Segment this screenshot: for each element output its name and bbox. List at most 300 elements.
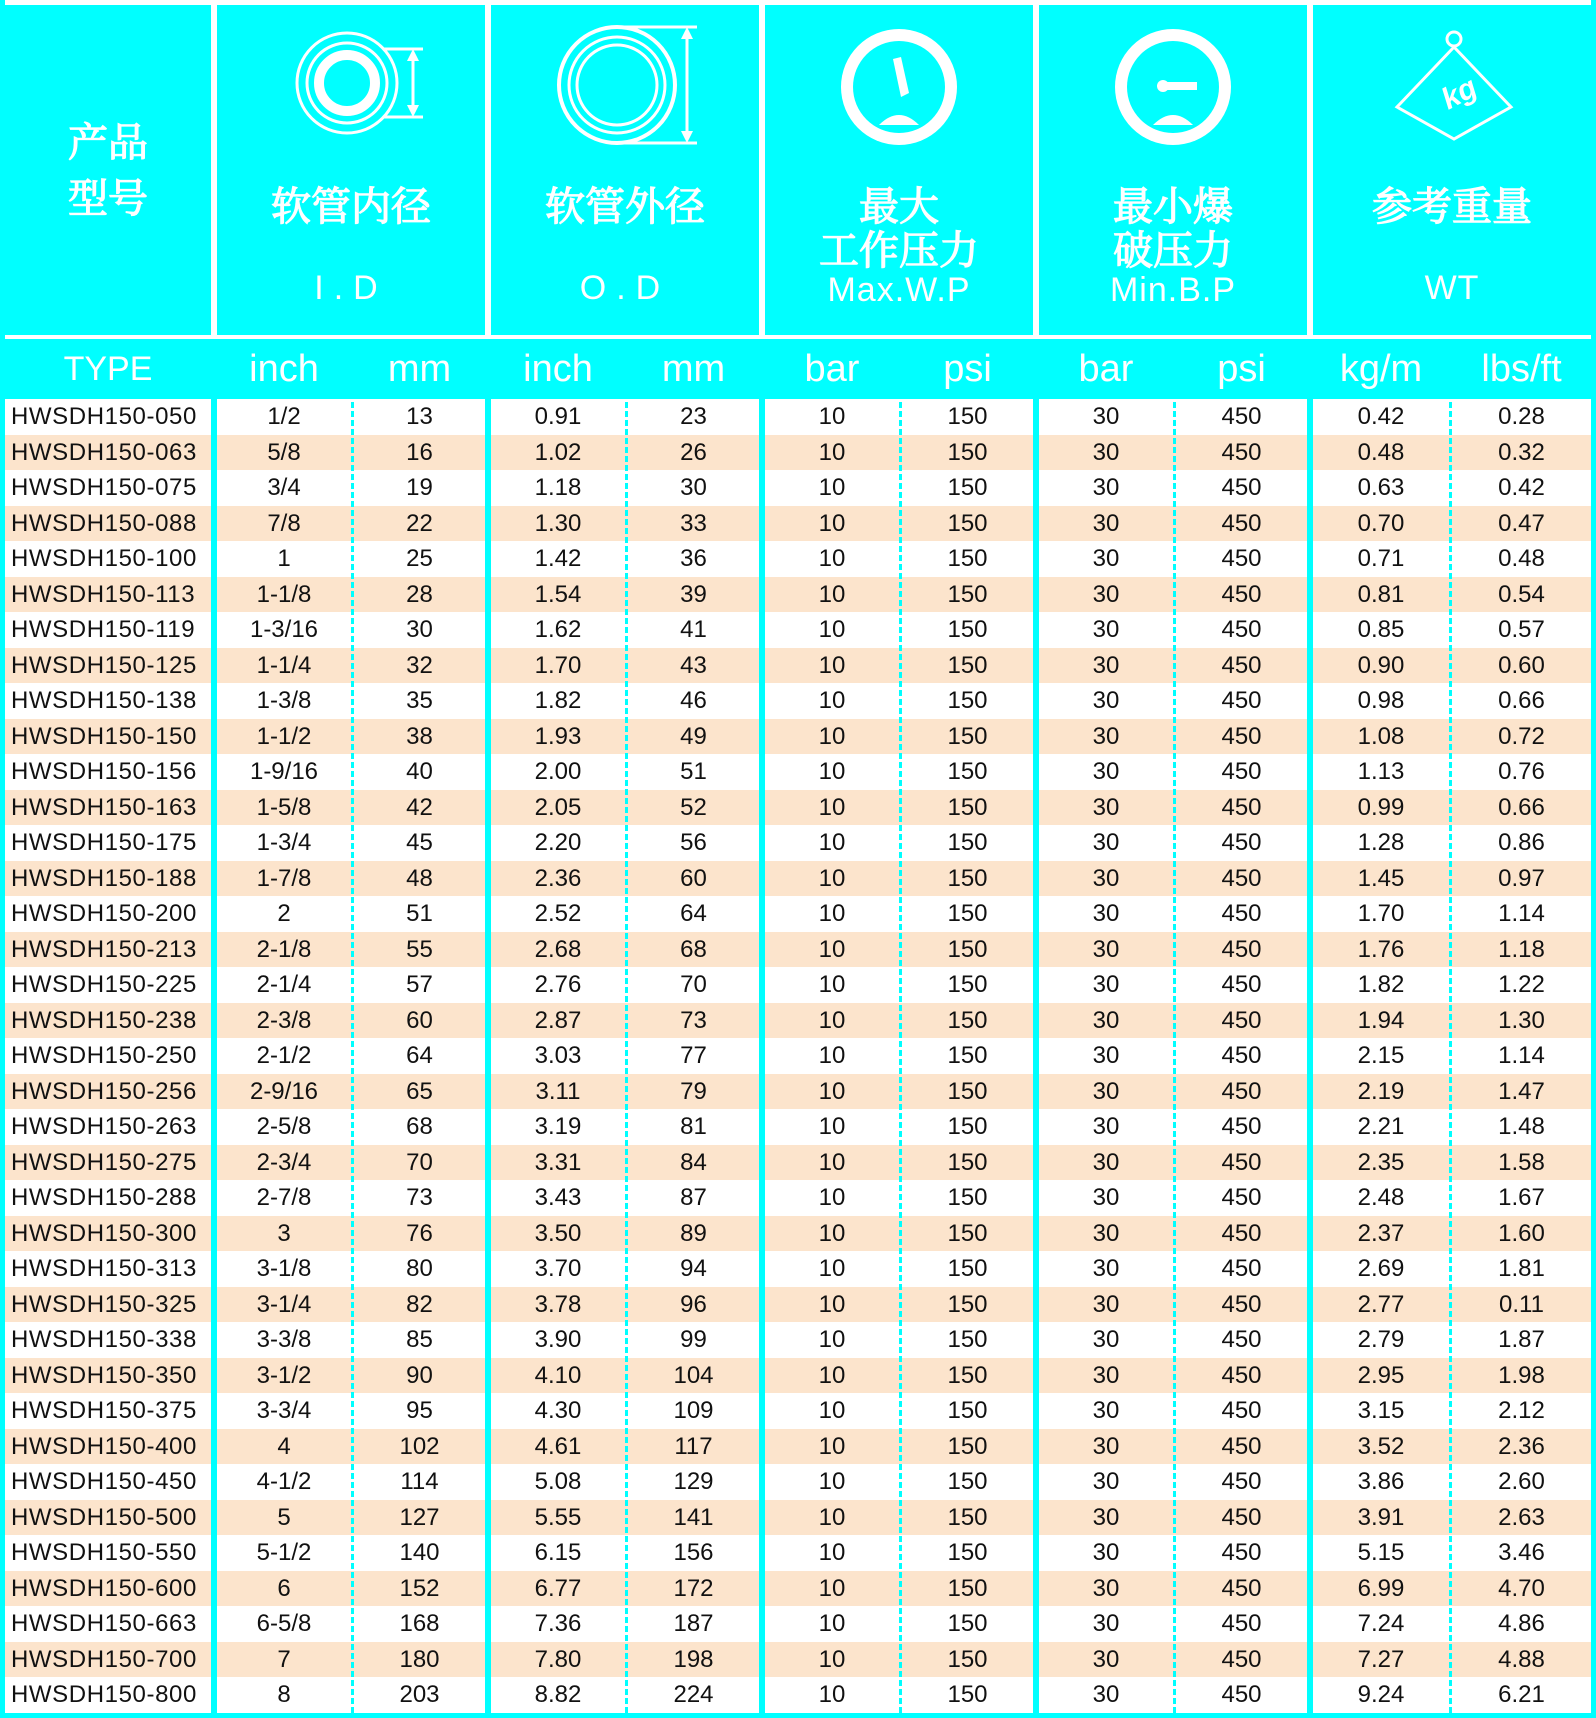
cell-wt-lbsft: 0.57 [1498,616,1545,643]
cell-wp-psi: 150 [947,935,988,963]
table-row [0,1606,1596,1642]
cell-wp-bar: 10 [818,1397,846,1424]
cell-od-mm: 187 [673,1610,714,1637]
cell-bp-bar: 30 [1092,1255,1120,1282]
header-wp-zh-line1: 最大 [859,184,939,230]
cell-id-inch: 1 [277,545,291,572]
cell-od-mm: 104 [673,1361,714,1389]
table-row [0,1003,1596,1039]
cell-id-mm: 73 [406,1184,433,1211]
cell-wt-lbsft: 0.86 [1498,829,1545,856]
cell-bp-bar: 30 [1092,616,1120,643]
header-wp-en: Max.W.P [827,271,971,309]
cell-wp-bar: 10 [818,900,846,927]
cell-bp-bar: 30 [1092,793,1120,821]
cell-wt-lbsft: 1.58 [1498,1148,1545,1176]
cell-wp-psi: 150 [947,1113,988,1140]
table-row [0,1358,1596,1394]
table-row [0,683,1596,719]
cell-wt-kgm: 2.21 [1357,1113,1405,1140]
cell-type: HWSDH150-250 [11,1042,197,1069]
cell-bp-psi: 450 [1221,545,1262,572]
cell-od-mm: 84 [680,1148,707,1176]
cell-wt-lbsft: 0.48 [1498,545,1545,572]
grid-dashed-separator [1173,339,1176,1713]
cell-od-inch: 1.02 [534,438,582,466]
cell-bp-bar: 30 [1092,580,1120,608]
cell-od-mm: 60 [680,864,707,892]
cell-wt-kgm: 0.42 [1357,403,1405,430]
table-row [0,825,1596,861]
cell-id-mm: 114 [400,1468,439,1495]
cell-id-mm: 22 [406,509,433,537]
cell-od-inch: 2.76 [534,971,582,998]
cell-bp-bar: 30 [1092,1574,1120,1602]
cell-bp-bar: 30 [1092,1645,1120,1673]
cell-id-inch: 7/8 [267,509,301,537]
cell-wt-kgm: 0.71 [1357,545,1405,572]
cell-bp-bar: 30 [1092,900,1120,927]
cell-od-inch: 1.54 [534,580,582,608]
table-row [0,861,1596,897]
header-type-zh-line1: 产品 [68,120,148,166]
cell-wp-bar: 10 [818,758,846,785]
table-row [0,1287,1596,1323]
cell-od-inch: 5.08 [534,1468,582,1495]
cell-bp-psi: 450 [1221,1006,1262,1034]
cell-id-inch: 1-3/16 [249,616,319,643]
cell-od-mm: 56 [680,829,707,856]
cell-bp-psi: 450 [1221,1645,1262,1673]
cell-wp-psi: 150 [947,1645,988,1673]
cell-type: HWSDH150-350 [11,1361,197,1389]
header-id-cell [217,5,485,335]
cell-id-inch: 3-3/8 [256,1326,312,1353]
cell-bp-psi: 450 [1221,1397,1262,1424]
cell-wp-bar: 10 [818,1148,846,1176]
cell-wt-kgm: 3.15 [1357,1397,1405,1424]
grid-bottom-border [0,1713,1596,1718]
header-wt-zh: 参考重量 [1372,184,1532,230]
cell-bp-bar: 30 [1092,474,1120,501]
header-bp-zh-line2: 破压力 [1113,228,1233,274]
table-row [0,1074,1596,1110]
cell-id-mm: 30 [406,616,433,643]
cell-wt-kgm: 2.15 [1357,1042,1405,1069]
cell-od-inch: 3.70 [534,1255,582,1282]
cell-wp-psi: 150 [947,1503,988,1531]
cell-od-mm: 81 [680,1113,707,1140]
cell-wt-lbsft: 4.86 [1498,1610,1545,1637]
cell-wp-bar: 10 [818,509,846,537]
cell-type: HWSDH150-113 [11,580,196,608]
cell-wp-psi: 150 [947,1681,988,1708]
unit-bp-psi: psi [1217,348,1266,390]
cell-bp-bar: 30 [1092,1219,1120,1247]
cell-id-inch: 2-7/8 [256,1184,312,1211]
cell-od-mm: 64 [680,900,707,927]
cell-wt-lbsft: 1.67 [1498,1184,1545,1211]
cell-wp-psi: 150 [947,829,988,856]
cell-wp-psi: 150 [947,474,988,501]
cell-wt-kgm: 7.24 [1357,1610,1405,1637]
cell-bp-bar: 30 [1092,829,1120,856]
cell-bp-psi: 450 [1221,1361,1262,1389]
cell-type: HWSDH150-175 [11,829,197,856]
cell-id-mm: 76 [406,1219,433,1247]
cell-od-inch: 2.05 [534,793,582,821]
grid-solid-separator [211,339,217,1713]
cell-wp-psi: 150 [947,687,988,714]
cell-type: HWSDH150-256 [11,1077,197,1105]
cell-od-inch: 1.42 [534,545,582,572]
cell-bp-psi: 450 [1221,935,1262,963]
cell-id-inch: 1-3/8 [256,687,312,714]
cell-od-inch: 1.30 [534,509,582,537]
cell-wt-kgm: 0.98 [1357,687,1405,714]
cell-wt-lbsft: 2.12 [1498,1397,1545,1424]
cell-id-mm: 45 [406,829,433,856]
cell-bp-psi: 450 [1221,1077,1262,1105]
cell-id-mm: 70 [406,1148,433,1176]
cell-type: HWSDH150-800 [11,1681,197,1708]
cell-od-mm: 172 [673,1574,714,1602]
cell-od-mm: 30 [680,474,707,501]
cell-od-inch: 1.93 [534,722,582,750]
cell-wp-bar: 10 [818,1077,846,1105]
cell-wt-kgm: 0.99 [1357,793,1405,821]
cell-bp-bar: 30 [1092,1681,1120,1708]
cell-id-mm: 68 [406,1113,433,1140]
unit-od-mm: mm [661,348,726,390]
cell-wp-psi: 150 [947,900,988,927]
table-row [0,1216,1596,1252]
cell-od-inch: 4.30 [534,1397,582,1424]
table-row [0,719,1596,755]
cell-bp-bar: 30 [1092,1397,1120,1424]
cell-bp-psi: 450 [1221,900,1262,927]
cell-type: HWSDH150-700 [11,1645,197,1673]
cell-wp-bar: 10 [818,545,846,572]
cell-id-inch: 2-5/8 [256,1113,312,1140]
cell-id-inch: 1-1/2 [256,722,312,750]
cell-wp-bar: 10 [818,1681,846,1708]
cell-bp-bar: 30 [1092,1610,1120,1637]
hose-outer-diameter-icon [551,23,701,153]
cell-id-inch: 1-5/8 [256,793,312,821]
cell-id-mm: 51 [406,900,433,927]
cell-bp-bar: 30 [1092,1468,1120,1495]
cell-wp-psi: 150 [947,1290,988,1318]
cell-wp-bar: 10 [818,1432,846,1460]
cell-wt-lbsft: 0.97 [1498,864,1545,892]
units-row [0,339,1596,399]
cell-od-mm: 33 [680,509,707,537]
cell-wp-bar: 10 [818,1006,846,1034]
cell-bp-psi: 450 [1221,403,1262,430]
cell-od-mm: 117 [674,1432,713,1460]
cell-wp-bar: 10 [818,1113,846,1140]
cell-wt-kgm: 1.82 [1357,971,1405,998]
cell-od-mm: 26 [680,438,707,466]
cell-od-inch: 2.36 [534,864,582,892]
cell-wt-lbsft: 0.11 [1499,1290,1544,1318]
table-row [0,790,1596,826]
cell-type: HWSDH150-200 [11,900,197,927]
cell-id-mm: 40 [406,758,433,785]
cell-wt-kgm: 7.27 [1357,1645,1405,1673]
table-row [0,435,1596,471]
cell-wt-lbsft: 0.32 [1498,438,1545,466]
cell-type: HWSDH150-375 [11,1397,197,1424]
grid-solid-separator [1033,339,1039,1713]
cell-type: HWSDH150-063 [11,438,197,466]
cell-od-inch: 8.82 [534,1681,582,1708]
cell-id-mm: 82 [406,1290,433,1318]
cell-bp-psi: 450 [1221,1468,1262,1495]
cell-od-inch: 1.82 [534,687,582,714]
cell-wp-psi: 150 [947,793,988,821]
cell-wt-lbsft: 2.63 [1498,1503,1545,1531]
cell-wp-psi: 150 [947,1006,988,1034]
cell-bp-psi: 450 [1221,1610,1262,1637]
cell-wp-bar: 10 [818,687,846,714]
cell-type: HWSDH150-213 [11,935,197,963]
grid-solid-separator [1591,0,1596,1713]
weight-kg-icon-text: kg [1436,70,1483,117]
cell-od-inch: 0.91 [534,403,582,430]
cell-wt-lbsft: 1.81 [1498,1255,1545,1282]
weight-kg-icon [1389,27,1519,147]
header-wt-cell [1313,5,1591,335]
cell-id-inch: 2-9/16 [249,1077,319,1105]
cell-wt-kgm: 1.70 [1357,900,1405,927]
cell-id-inch: 3 [277,1219,291,1247]
cell-od-mm: 87 [680,1184,707,1211]
cell-wp-psi: 150 [947,722,988,750]
unit-wt-lbsft: lbs/ft [1481,348,1562,390]
cell-wp-bar: 10 [818,1326,846,1353]
cell-bp-psi: 450 [1221,1574,1262,1602]
cell-bp-psi: 450 [1221,1539,1262,1566]
cell-wt-kgm: 0.48 [1357,438,1405,466]
cell-od-mm: 77 [680,1042,707,1069]
cell-bp-bar: 30 [1092,1184,1120,1211]
cell-id-mm: 140 [399,1539,440,1566]
cell-od-inch: 1.18 [534,474,582,501]
cell-wt-lbsft: 0.28 [1498,403,1545,430]
cell-wt-lbsft: 1.14 [1498,900,1545,927]
cell-wt-kgm: 1.13 [1357,758,1405,785]
pressure-gauge-icon [1113,27,1233,147]
cell-bp-bar: 30 [1092,1361,1120,1389]
cell-id-inch: 3-1/8 [256,1255,312,1282]
cell-bp-psi: 450 [1221,616,1262,643]
cell-id-inch: 3-1/4 [256,1290,312,1318]
cell-id-mm: 90 [406,1361,433,1389]
cell-bp-psi: 450 [1221,758,1262,785]
cell-wp-psi: 150 [947,864,988,892]
grid-dashed-separator [1449,339,1452,1713]
cell-bp-psi: 450 [1221,1432,1262,1460]
cell-bp-psi: 450 [1221,687,1262,714]
cell-type: HWSDH150-188 [11,864,197,892]
cell-od-inch: 6.77 [534,1574,582,1602]
cell-od-inch: 2.68 [534,935,582,963]
table-row [0,1500,1596,1536]
cell-type: HWSDH150-050 [11,403,197,430]
cell-id-mm: 127 [399,1503,440,1531]
cell-wt-lbsft: 1.47 [1498,1077,1545,1105]
cell-od-inch: 5.55 [534,1503,582,1531]
cell-bp-bar: 30 [1092,1006,1120,1034]
cell-od-inch: 3.43 [534,1184,582,1211]
cell-wt-kgm: 1.45 [1357,864,1405,892]
cell-id-mm: 55 [406,935,433,963]
cell-type: HWSDH150-088 [11,509,197,537]
cell-bp-bar: 30 [1092,687,1120,714]
cell-type: HWSDH150-225 [11,971,197,998]
cell-wt-lbsft: 1.18 [1498,935,1545,963]
cell-type: HWSDH150-275 [11,1148,197,1176]
cell-od-mm: 68 [680,935,707,963]
cell-bp-psi: 450 [1221,1113,1262,1140]
table-row [0,1677,1596,1713]
cell-wp-psi: 150 [947,1077,988,1105]
cell-od-mm: 49 [680,722,707,750]
cell-wt-lbsft: 0.60 [1498,651,1545,679]
header-id-zh: 软管内径 [271,184,431,230]
cell-wp-psi: 150 [947,545,988,572]
cell-wp-bar: 10 [818,935,846,963]
unit-wp-psi: psi [943,348,992,390]
cell-id-inch: 2-1/2 [256,1042,312,1069]
grid-solid-separator [0,0,5,1713]
cell-id-inch: 4 [277,1432,291,1460]
cell-wp-bar: 10 [818,722,846,750]
cell-od-mm: 198 [673,1645,714,1673]
cell-id-inch: 6-5/8 [256,1610,312,1637]
cell-wp-psi: 150 [947,1219,988,1247]
table-row [0,1038,1596,1074]
cell-bp-psi: 450 [1221,793,1262,821]
cell-id-inch: 2-3/8 [256,1006,312,1034]
header-wt-en: WT [1424,269,1480,307]
cell-wt-kgm: 3.52 [1357,1432,1405,1460]
cell-od-inch: 2.52 [534,900,582,927]
cell-wt-kgm: 6.99 [1357,1574,1405,1602]
cell-wt-lbsft: 1.22 [1498,971,1545,998]
cell-wt-lbsft: 1.14 [1498,1042,1545,1069]
cell-type: HWSDH150-400 [11,1432,197,1460]
header-type-zh-line2: 型号 [68,176,148,222]
cell-od-inch: 3.03 [534,1042,582,1069]
cell-id-inch: 1-7/8 [256,864,312,892]
cell-wp-psi: 150 [947,1468,988,1495]
cell-wp-psi: 150 [947,1148,988,1176]
cell-id-inch: 1/2 [267,403,301,430]
cell-type: HWSDH150-075 [11,474,197,501]
cell-wt-kgm: 2.95 [1357,1361,1405,1389]
cell-wp-bar: 10 [818,438,846,466]
cell-type: HWSDH150-338 [11,1326,197,1353]
cell-wt-kgm: 2.69 [1357,1255,1405,1282]
header-od-zh: 软管外径 [545,184,705,230]
cell-type: HWSDH150-263 [11,1113,197,1140]
header-bp-en: Min.B.P [1109,271,1237,309]
cell-wt-lbsft: 1.60 [1498,1219,1545,1247]
cell-id-mm: 13 [406,403,433,430]
cell-type: HWSDH150-300 [11,1219,197,1247]
cell-id-inch: 6 [277,1574,291,1602]
cell-bp-bar: 30 [1092,971,1120,998]
cell-od-inch: 2.00 [534,758,582,785]
cell-bp-psi: 450 [1221,1219,1262,1247]
grid-dashed-separator [899,339,902,1713]
cell-wt-kgm: 2.77 [1357,1290,1405,1318]
header-od-cell [491,5,759,335]
cell-od-mm: 43 [680,651,707,679]
header-wp-zh-line2: 工作压力 [819,228,979,274]
cell-id-mm: 95 [406,1397,433,1424]
cell-wp-bar: 10 [818,474,846,501]
cell-id-mm: 152 [399,1574,440,1602]
cell-od-mm: 94 [680,1255,707,1282]
cell-wp-bar: 10 [818,1503,846,1531]
cell-bp-psi: 450 [1221,580,1262,608]
cell-wp-psi: 150 [947,1432,988,1460]
cell-wp-bar: 10 [818,1255,846,1282]
cell-od-inch: 3.31 [534,1148,582,1176]
cell-type: HWSDH150-138 [11,687,197,714]
cell-id-inch: 1-1/4 [256,651,312,679]
cell-wt-lbsft: 1.30 [1498,1006,1545,1034]
table-row [0,896,1596,932]
cell-id-mm: 35 [406,687,433,714]
cell-wp-psi: 150 [947,758,988,785]
cell-wp-psi: 150 [947,1361,988,1389]
cell-bp-bar: 30 [1092,1290,1120,1318]
cell-id-inch: 4-1/2 [256,1468,312,1495]
table-row [0,577,1596,613]
cell-id-mm: 102 [399,1432,440,1460]
cell-bp-bar: 30 [1092,1503,1120,1531]
cell-bp-bar: 30 [1092,758,1120,785]
cell-wt-kgm: 0.90 [1357,651,1405,679]
cell-wt-lbsft: 6.21 [1498,1681,1545,1708]
cell-od-mm: 99 [680,1326,707,1353]
unit-id-inch: inch [249,348,319,390]
cell-od-mm: 129 [673,1468,714,1495]
table-row [0,1109,1596,1145]
cell-wp-bar: 10 [818,1645,846,1673]
cell-bp-bar: 30 [1092,1432,1120,1460]
cell-od-inch: 3.50 [534,1219,582,1247]
cell-wp-psi: 150 [947,1610,988,1637]
cell-wp-psi: 150 [947,403,988,430]
cell-id-mm: 180 [399,1645,440,1673]
cell-wt-kgm: 2.35 [1357,1148,1405,1176]
cell-wt-lbsft: 2.60 [1498,1468,1545,1495]
cell-id-inch: 1-3/4 [256,829,312,856]
cell-bp-psi: 450 [1221,1184,1262,1211]
cell-wt-lbsft: 3.46 [1498,1539,1545,1566]
cell-bp-psi: 450 [1221,1290,1262,1318]
cell-id-mm: 57 [406,971,433,998]
cell-id-mm: 80 [406,1255,433,1282]
cell-bp-bar: 30 [1092,545,1120,572]
cell-id-mm: 64 [406,1042,433,1069]
